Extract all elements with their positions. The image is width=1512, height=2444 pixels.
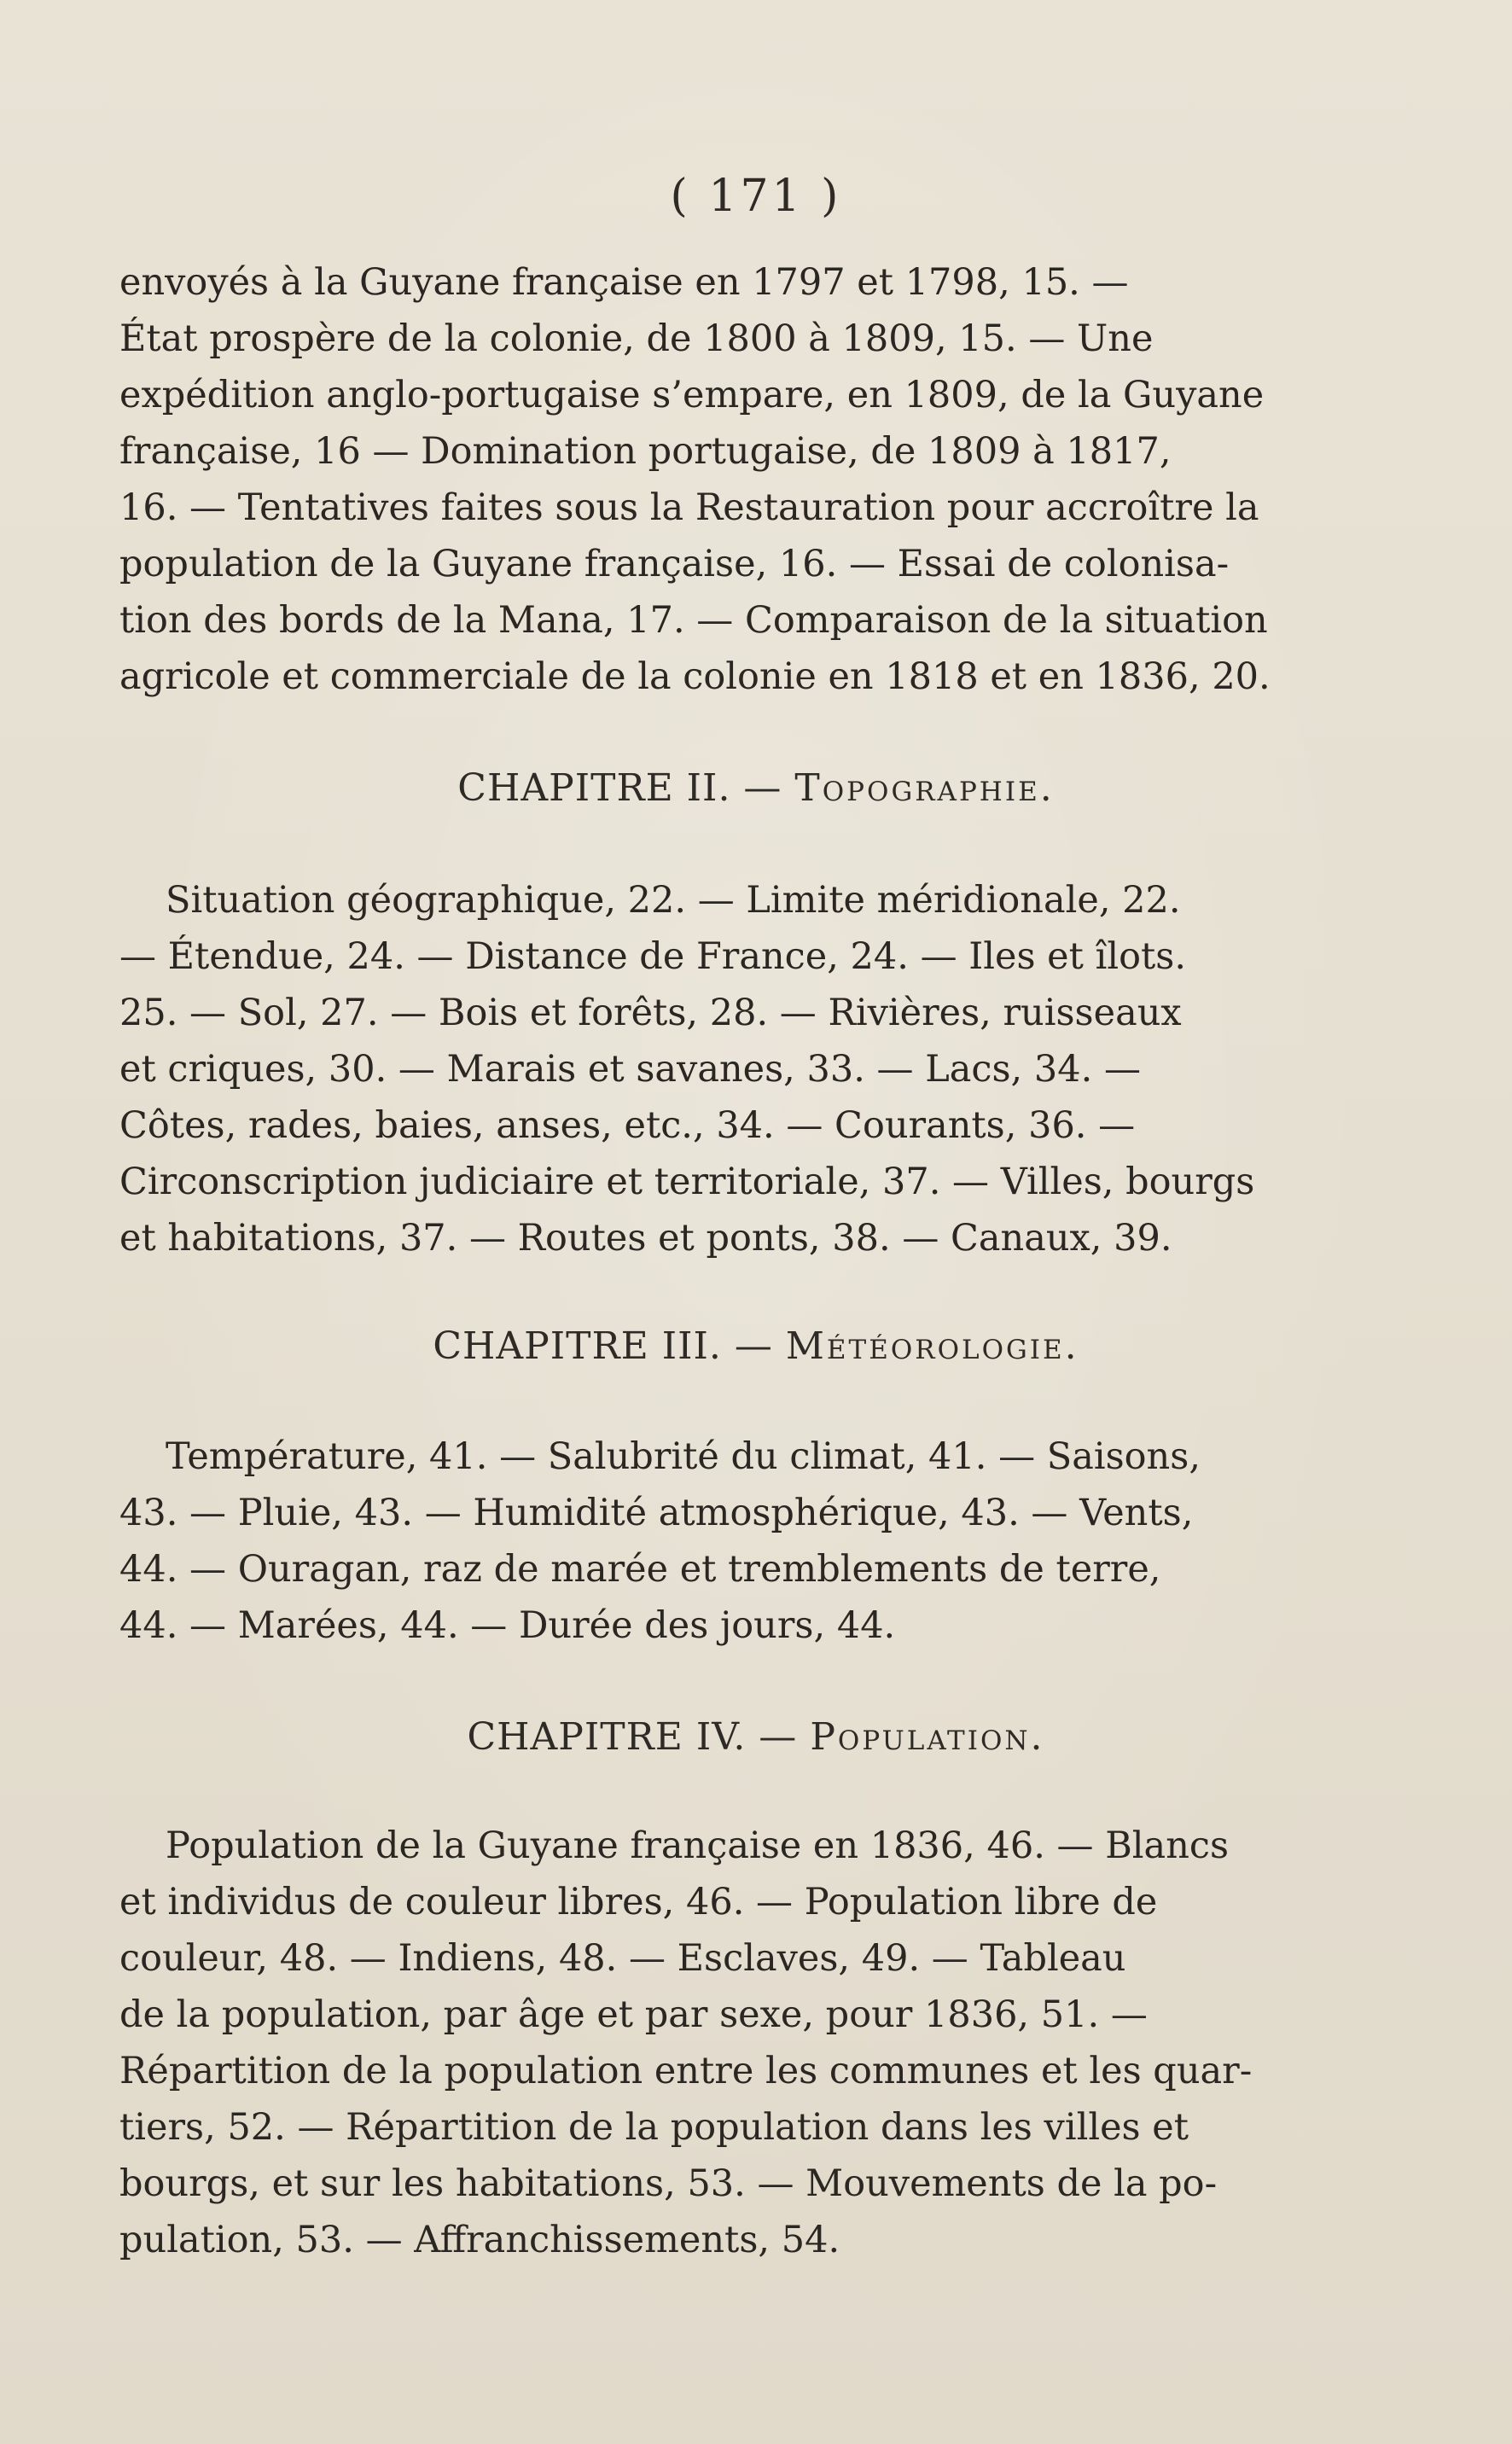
text-line: population de la Guyane française, 16. — Essai de colonisa-	[119, 543, 1230, 585]
text-line: envoyés à la Guyane française en 1797 et 1798, 15. —	[119, 261, 1129, 304]
text-line: pulation, 53. — Affranchissements, 54.	[119, 2219, 840, 2261]
text-line: 16. — Tentatives faites sous la Restauration pour accroître la	[119, 486, 1259, 529]
text-line: de la population, par âge et par sexe, pour 1836, 51. —	[119, 1993, 1148, 2036]
page-number: ( 171 )	[670, 171, 842, 222]
text-line: française, 16 — Domination portugaise, de 1809 à 1817,	[119, 430, 1172, 473]
chapter-summary	[119, 872, 1271, 1266]
chapter-summary	[119, 1429, 1271, 1654]
text-line: et habitations, 37. — Routes et ponts, 38. — Canaux, 39.	[119, 1217, 1172, 1260]
text-line: Population de la Guyane française en 1836, 46. — Blancs	[166, 1824, 1230, 1867]
chapter-heading	[0, 1715, 1512, 1759]
text-line: Situation géographique, 22. — Limite méridionale, 22.	[166, 879, 1181, 922]
text-line: couleur, 48. — Indiens, 48. — Esclaves, 49. — Tableau	[119, 1937, 1126, 1980]
text-line: État prospère de la colonie, de 1800 à 1809, 15. — Une	[119, 317, 1154, 360]
text-line: 44. — Ouragan, raz de marée et tremblements de terre,	[119, 1548, 1161, 1591]
chapter-heading	[0, 1324, 1512, 1368]
chapter-heading	[0, 766, 1512, 810]
text-line: agricole et commerciale de la colonie en 1818 et en 1836, 20.	[119, 655, 1271, 698]
chapter-title: Population.	[810, 1715, 1045, 1759]
text-line: Température, 41. — Salubrité du climat, 41. — Saisons,	[166, 1435, 1201, 1478]
chapter-label: CHAPITRE IV. —	[467, 1715, 798, 1759]
text-line: 25. — Sol, 27. — Bois et forêts, 28. — Rivières, ruisseaux	[119, 992, 1182, 1034]
text-line: Répartition de la population entre les communes et les quar-	[119, 2050, 1253, 2092]
text-line: Côtes, rades, baies, anses, etc., 34. — Courants, 36. —	[119, 1104, 1136, 1147]
text-line: 44. — Marées, 44. — Durée des jours, 44.	[119, 1604, 896, 1647]
text-line: tion des bords de la Mana, 17. — Comparaison de la situation	[119, 599, 1268, 642]
chapter-title: Météorologie.	[785, 1324, 1079, 1368]
text-line: et criques, 30. — Marais et savanes, 33. — Lacs, 34. —	[119, 1048, 1141, 1091]
text-line: bourgs, et sur les habitations, 53. — Mouvements de la po-	[119, 2162, 1218, 2205]
chapter-label: CHAPITRE III. —	[433, 1324, 773, 1368]
chapter-summary	[119, 1818, 1271, 2268]
chapter-title: Topographie.	[794, 766, 1055, 810]
chapter-label: CHAPITRE II. —	[457, 766, 782, 810]
intro-paragraph	[119, 254, 1271, 705]
text-line: tiers, 52. — Répartition de la population dans les villes et	[119, 2106, 1189, 2149]
text-line: Circonscription judiciaire et territoriale, 37. — Villes, bourgs	[119, 1161, 1255, 1203]
text-line: expédition anglo-portugaise s’empare, en 1809, de la Guyane	[119, 374, 1265, 416]
text-line: — Étendue, 24. — Distance de France, 24. — Iles et îlots.	[119, 935, 1186, 978]
text-line: 43. — Pluie, 43. — Humidité atmosphérique, 43. — Vents,	[119, 1492, 1194, 1534]
text-line: et individus de couleur libres, 46. — Population libre de	[119, 1881, 1158, 1923]
